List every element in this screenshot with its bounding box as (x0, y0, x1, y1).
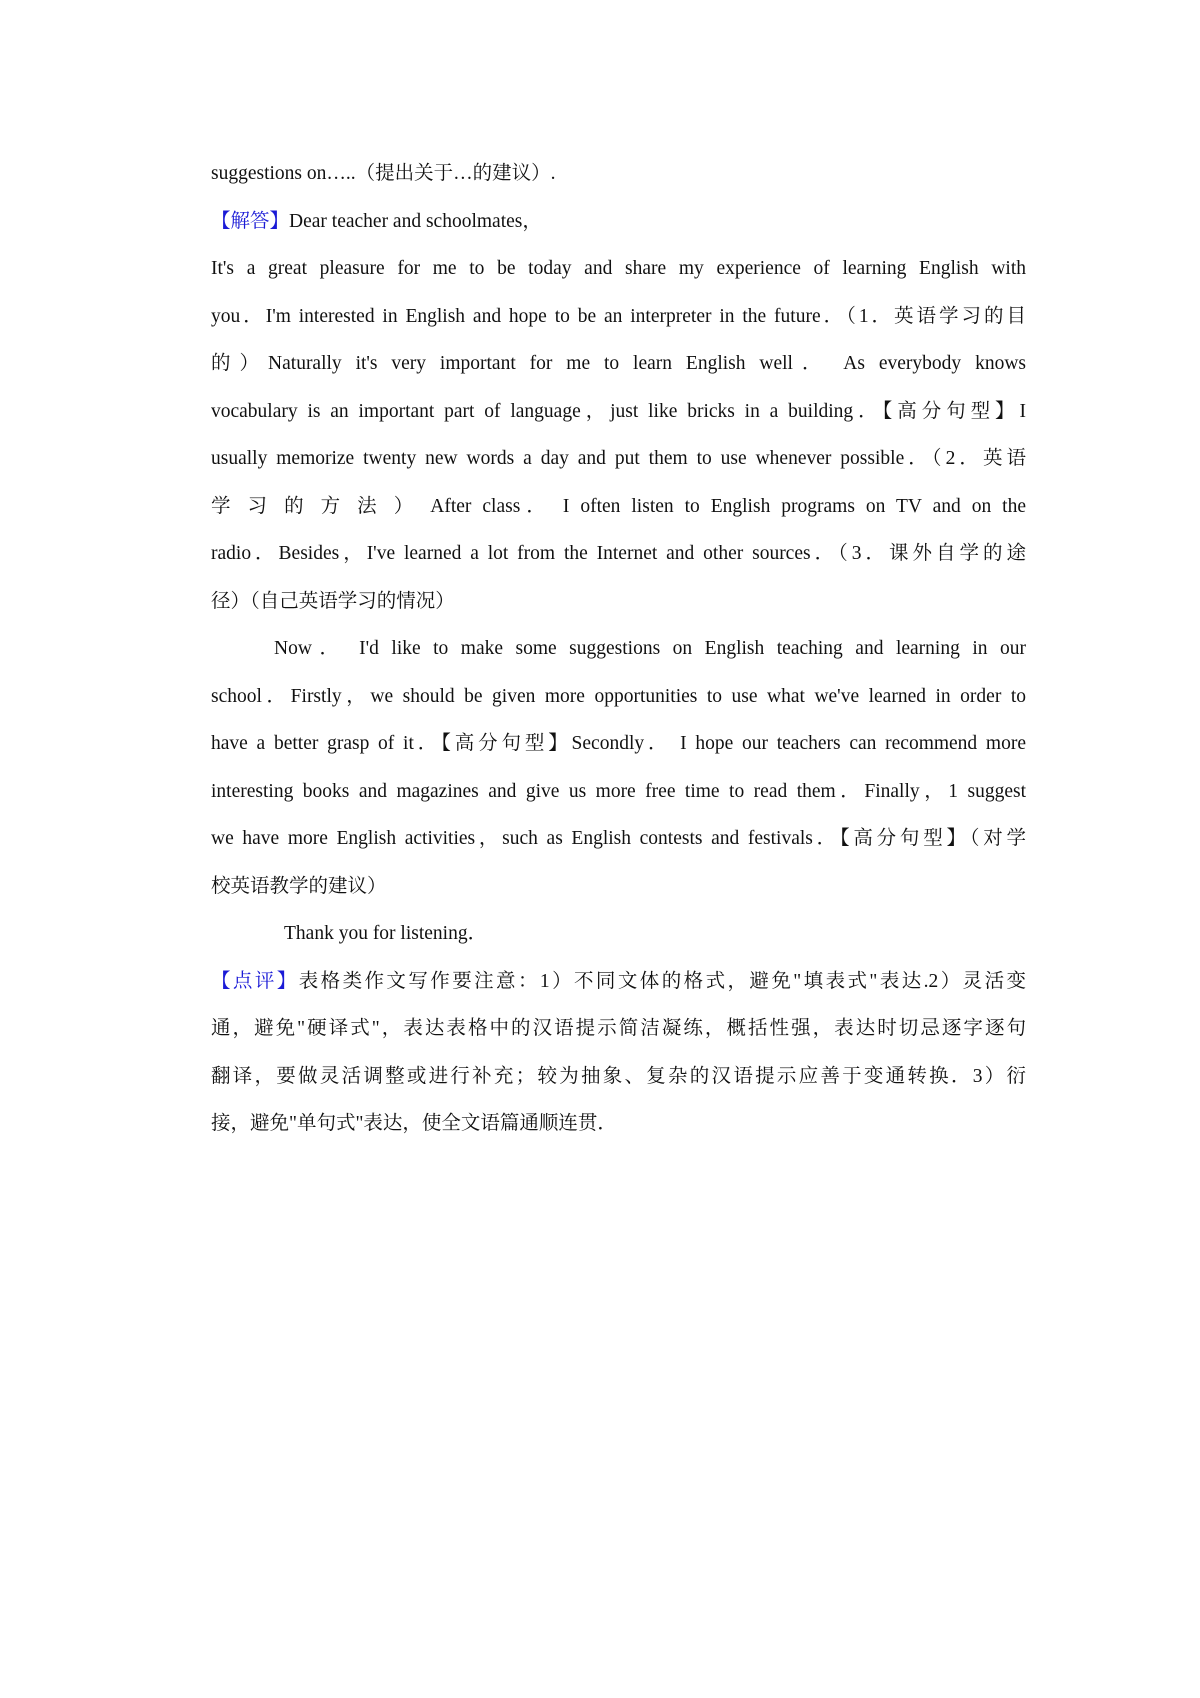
comment-line: 接，避免"单句式"表达，使全文语篇通顺连贯． (211, 1113, 617, 1134)
paragraph-line: interesting books and magazines and give us more free time to read them．Finally，1 suggest (211, 780, 1026, 802)
closing-line: Thank you for listening． (284, 923, 488, 944)
answer-paragraph-2 (211, 625, 1026, 910)
document-body (211, 150, 1026, 1148)
comment-text: 表格类作文写作要注意：1）不同文体的格式，避免"填表式"表达.2）灵活变 (298, 970, 1026, 992)
comment-line: 通，避免"硬译式"，表达表格中的汉语提示简洁凝练，概括性强，表达时切忌逐字逐句 (211, 1018, 1026, 1039)
paragraph-line: school．Firstly，we should be given more opportunities to use what we've learned in order to (211, 685, 1026, 707)
paragraph-line: Now． I'd like to make some suggestions on English teaching and learning in our (274, 638, 1026, 659)
intro-line: suggestions on…..（提出关于…的建议）. (211, 163, 556, 184)
comment-label: 【点评】 (211, 970, 299, 992)
answer-salutation-line (211, 198, 1026, 246)
answer-label: 【解答】 (211, 210, 290, 232)
comment-line: 翻译，要做灵活调整或进行补充；较为抽象、复杂的汉语提示应善于变通转换．3）衍 (211, 1065, 1026, 1087)
paragraph-line: 的）Naturally it's very important for me to learn English well． As everybody knows (211, 353, 1026, 374)
paragraph-line: we have more English activities，such as English contests and festivals．【高分句型】（对学 (211, 828, 1026, 849)
salutation: Dear teacher and schoolmates， (289, 210, 542, 232)
comment-section (211, 958, 1026, 1148)
answer-paragraph-1 (211, 245, 1026, 625)
paragraph-line: have a better grasp of it．【高分句型】Secondly． I hope our teachers can recommend more (211, 733, 1026, 754)
paragraph-line: 径）（自己英语学习的情况） (211, 590, 455, 612)
paragraph-line: It's a great pleasure for me to be today and share my experience of learning English with (211, 258, 1026, 279)
comment-first-line (211, 958, 1026, 1006)
paragraph-line: 学 习 的 方 法 ） After class． I often listen to English programs on TV and on the (211, 495, 1026, 517)
paragraph-line: vocabulary is an important part of language，just like bricks in a building．【高分句型】I (211, 400, 1026, 422)
paragraph-line: radio．Besides，I've learned a lot from the Internet and other sources．（3．课外自学的途 (211, 543, 1026, 564)
paragraph-line: usually memorize twenty new words a day and put them to use whenever possible．（2．英语 (211, 448, 1026, 469)
paragraph-line: 校英语教学的建议） (211, 875, 387, 897)
paragraph-line: you．I'm interested in English and hope to be an interpreter in the future．（1．英语学习的目 (211, 305, 1026, 327)
